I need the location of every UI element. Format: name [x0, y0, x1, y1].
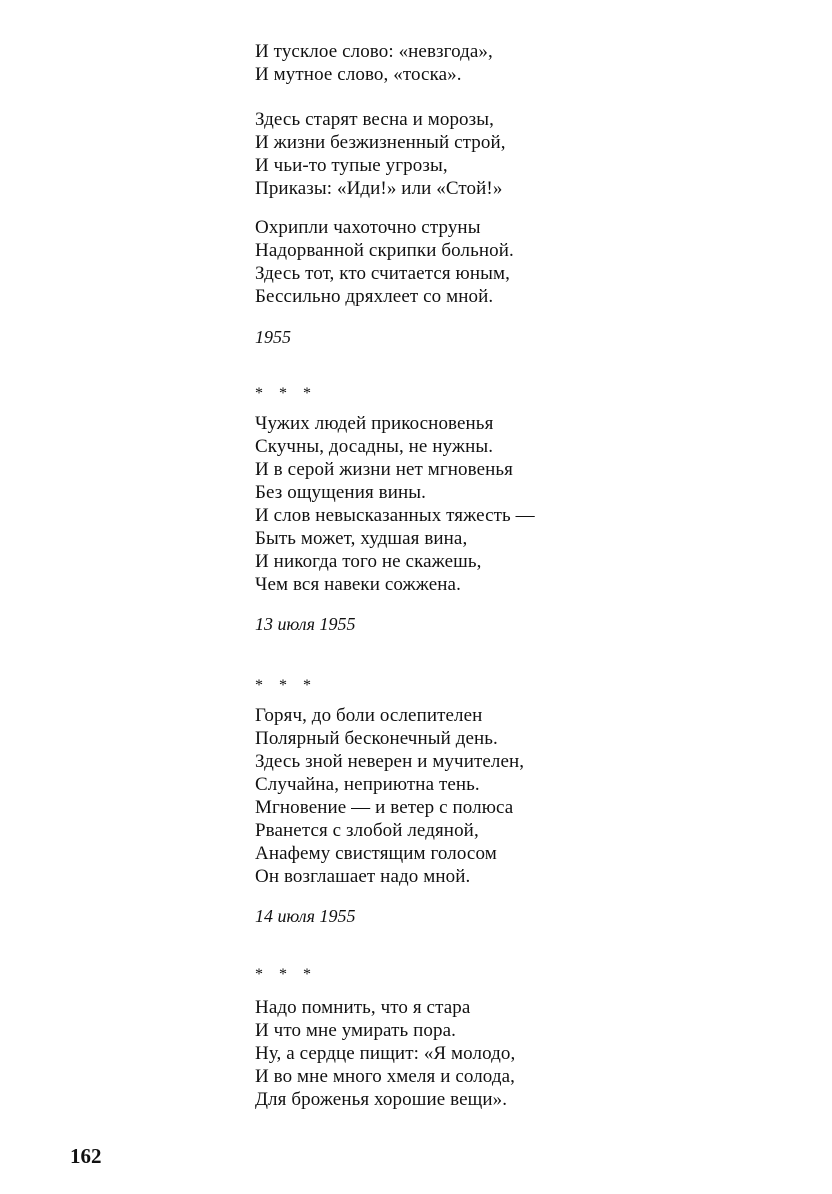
poem1-stanza3: [255, 216, 775, 308]
verse-line: Здесь зной неверен и мучителен,: [255, 751, 525, 772]
verse-line: Чем вся навеки сожжена.: [255, 574, 461, 595]
verse-line: Приказы: «Иди!» или «Стой!»: [255, 178, 503, 199]
verse-line: Полярный бесконечный день.: [255, 728, 498, 749]
verse-line: И мутное слово, «тоска».: [255, 64, 462, 85]
verse-line: И тусклое слово: «невзгода»,: [255, 41, 493, 62]
poem1-stanza1: [255, 40, 775, 86]
poem3-text: [255, 704, 775, 888]
poem1-stanza2: [255, 108, 775, 200]
verse-line: И что мне умирать пора.: [255, 1020, 456, 1041]
verse-line: Рванется с злобой ледяной,: [255, 820, 479, 841]
verse-line: Он возглашает надо мной.: [255, 866, 471, 887]
verse-line: И в серой жизни нет мгновенья: [255, 459, 513, 480]
verse-line: Бессильно дряхлеет со мной.: [255, 286, 494, 307]
poem3-asterism: * * *: [255, 677, 317, 694]
verse-line: И во мне много хмеля и солода,: [255, 1066, 516, 1087]
verse-line: Горяч, до боли ослепителен: [255, 705, 483, 726]
verse-line: Чужих людей прикосновенья: [255, 413, 494, 434]
verse-line: Быть может, худшая вина,: [255, 528, 468, 549]
verse-line: Надорванной скрипки больной.: [255, 240, 514, 261]
verse-line: Скучны, досадны, не нужны.: [255, 436, 494, 457]
verse-line: Здесь старят весна и морозы,: [255, 109, 494, 130]
verse-line: И чьи-то тупые угрозы,: [255, 155, 448, 176]
verse-line: И никогда того не скажешь,: [255, 551, 482, 572]
poem3-date: 14 июля 1955: [255, 906, 356, 926]
verse-line: Ну, а сердце пищит: «Я молодо,: [255, 1043, 516, 1064]
verse-line: Для броженья хорошие вещи».: [255, 1089, 508, 1110]
poem2-asterism: * * *: [255, 385, 317, 402]
verse-line: Случайна, неприютна тень.: [255, 774, 480, 795]
poem2-date: 13 июля 1955: [255, 614, 356, 634]
verse-line: Надо помнить, что я стара: [255, 997, 471, 1018]
verse-line: Мгновение — и ветер с полюса: [255, 797, 514, 818]
verse-line: Анафему свистящим голосом: [255, 843, 497, 864]
page-number: 162: [70, 1144, 102, 1168]
poem1-date: 1955: [255, 327, 291, 347]
poem2-text: [255, 412, 775, 596]
poem4-asterism: * * *: [255, 966, 317, 983]
verse-line: И слов невысказанных тяжесть —: [255, 505, 535, 526]
verse-line: Здесь тот, кто считается юным,: [255, 263, 510, 284]
verse-line: Без ощущения вины.: [255, 482, 426, 503]
verse-line: И жизни безжизненный строй,: [255, 132, 506, 153]
verse-line: Охрипли чахоточно струны: [255, 217, 481, 238]
poem4-text: [255, 996, 775, 1111]
